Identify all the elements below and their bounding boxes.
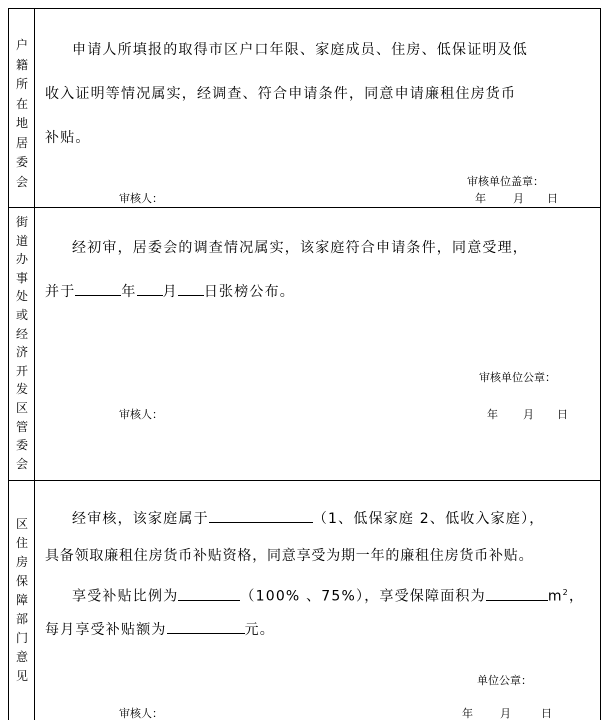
section-neighborhood-committee xyxy=(9,9,600,208)
paragraph-line xyxy=(45,281,295,303)
section-street-office xyxy=(9,207,600,481)
text-segment: 并于 xyxy=(45,284,76,300)
label-char: 济 xyxy=(15,345,28,360)
label-char: 户 xyxy=(15,38,28,52)
seal-label: 单位公章： xyxy=(477,674,532,687)
year-label: 年 xyxy=(462,707,473,720)
label-char: 处 xyxy=(15,289,28,304)
label-char: 委 xyxy=(15,155,28,169)
label-char: 经 xyxy=(15,326,28,341)
text-segment: 日张榜公布。 xyxy=(203,284,296,300)
label-char: 街 xyxy=(15,215,28,229)
paragraph-line xyxy=(72,582,584,608)
section-content xyxy=(35,480,600,720)
year-label: 年 xyxy=(487,408,498,421)
section-label-street-office xyxy=(9,207,35,480)
label-char: 见 xyxy=(15,669,28,683)
label-char: 办 xyxy=(15,252,28,267)
day-label: 日 xyxy=(557,408,568,421)
paragraph-line xyxy=(72,508,544,530)
label-char: 房 xyxy=(15,555,28,569)
vertical-label-text xyxy=(9,213,35,473)
year-label: 年 xyxy=(475,192,486,205)
label-char: 委 xyxy=(15,438,28,453)
month-label: 月 xyxy=(500,707,511,720)
text-segment: （100% 、75%），享受保障面积为 xyxy=(240,588,486,605)
text-segment: 经审核，该家庭属于 xyxy=(72,511,209,527)
label-char: 管 xyxy=(15,419,28,434)
paragraph-line: 申请人所填报的取得市区户口年限、家庭成员、住房、低保证明及低 xyxy=(72,42,528,58)
label-char: 障 xyxy=(15,593,28,607)
label-char: 开 xyxy=(15,363,28,378)
area-blank xyxy=(486,586,548,601)
section-housing-department xyxy=(9,480,600,720)
date-month-blank xyxy=(137,281,163,296)
paragraph-line xyxy=(45,619,275,641)
label-char: 籍 xyxy=(15,57,28,72)
vertical-label-text xyxy=(9,515,35,686)
label-char: 住 xyxy=(15,536,28,550)
day-label: 日 xyxy=(547,192,558,205)
date-year-blank xyxy=(75,281,121,296)
month-label: 月 xyxy=(513,192,524,205)
label-char: 区 xyxy=(15,400,28,415)
label-char: 保 xyxy=(15,574,28,588)
unit-superscript: 2 xyxy=(562,588,569,597)
section-label-housing-department xyxy=(9,480,35,720)
label-char: 会 xyxy=(15,174,28,189)
text-segment: ， xyxy=(568,588,585,605)
paragraph-line: 具备领取廉租住房货币补贴资格，同意享受为期一年的廉租住房货币补贴。 xyxy=(45,548,534,564)
section-label-neighborhood-committee xyxy=(9,9,35,207)
unit-text: m xyxy=(547,588,563,605)
text-segment: 享受补贴比例为 xyxy=(72,588,179,605)
paragraph-line: 经初审，居委会的调查情况属实，该家庭符合申请条件，同意受理， xyxy=(72,240,528,256)
section-content xyxy=(35,9,600,207)
label-char: 所 xyxy=(15,77,28,91)
monthly-amount-blank xyxy=(167,619,245,634)
household-type-blank xyxy=(209,508,313,523)
paragraph-line: 补贴。 xyxy=(45,130,91,146)
approval-form xyxy=(8,8,601,720)
month-label: 月 xyxy=(523,408,534,421)
label-char: 居 xyxy=(15,135,28,150)
date-day-blank xyxy=(178,281,204,296)
label-char: 门 xyxy=(15,631,28,645)
seal-label: 审核单位公章： xyxy=(479,371,556,384)
label-char: 地 xyxy=(15,116,28,130)
label-char: 在 xyxy=(15,96,28,111)
subsidy-ratio-blank xyxy=(178,586,240,601)
day-label: 日 xyxy=(541,707,552,720)
text-segment: 月 xyxy=(162,284,178,300)
label-char: 道 xyxy=(15,233,28,248)
label-char: 或 xyxy=(15,307,28,322)
label-char: 发 xyxy=(15,382,28,397)
section-content xyxy=(35,207,600,480)
reviewer-label: 审核人： xyxy=(119,408,163,421)
label-char: 事 xyxy=(15,270,28,285)
text-segment: （1、低保家庭 2、低收入家庭）， xyxy=(312,511,545,527)
label-char: 部 xyxy=(15,612,28,626)
label-char: 意 xyxy=(15,650,28,664)
label-char: 会 xyxy=(15,456,28,471)
text-segment: 年 xyxy=(121,284,137,300)
seal-label: 审核单位盖章： xyxy=(467,175,544,188)
text-segment: 每月享受补贴额为 xyxy=(45,622,167,638)
reviewer-label: 审核人： xyxy=(119,707,163,720)
reviewer-label: 审核人： xyxy=(119,192,163,205)
vertical-label-text xyxy=(9,36,35,192)
label-char: 区 xyxy=(15,517,28,531)
paragraph-line: 收入证明等情况属实，经调查、符合申请条件，同意申请廉租住房货币 xyxy=(45,86,517,102)
text-segment: 元。 xyxy=(244,622,276,638)
